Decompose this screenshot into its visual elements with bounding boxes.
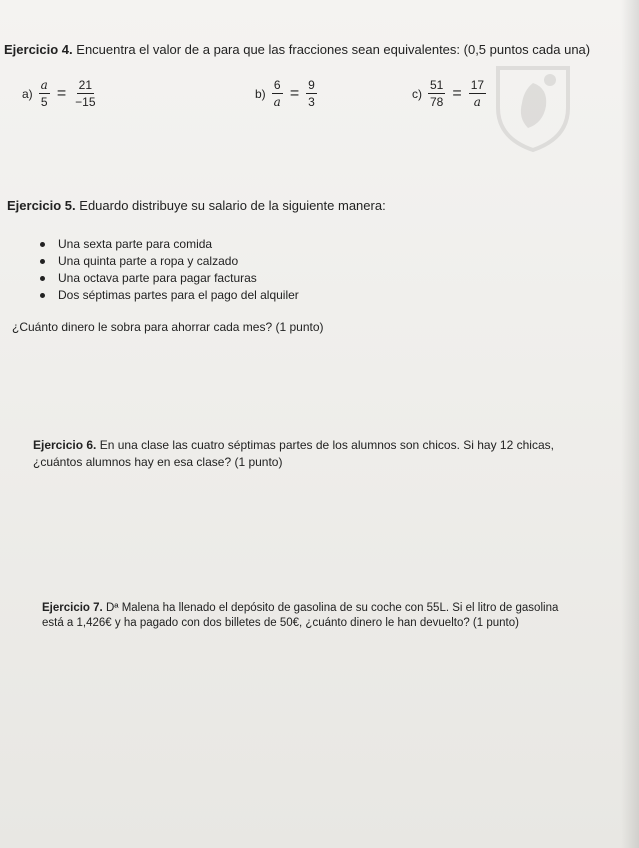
item-b-left-fraction [272,78,283,109]
exercise-6-line-1 [33,437,554,453]
item-a-left-fraction [39,78,50,109]
list-item: Una sexta parte para comida [40,236,299,253]
exercise-4-title: Ejercicio 4. [4,42,73,57]
numerator: 17 [470,78,485,92]
equals-sign: = [452,84,462,102]
numerator: 21 [78,78,93,92]
exercise-4-heading [4,42,590,58]
numerator: a [40,78,48,92]
item-b-label: b) [255,86,266,101]
exercise-6-text-1: En una clase las cuatro séptimas partes de los alumnos son chicos. Si hay 12 chicas, [99,438,554,452]
numerator: 9 [308,78,315,92]
numerator: 6 [273,78,281,92]
list-item: Dos séptimas partes para el pago del alquiler [40,287,299,304]
exercise-5-heading [7,198,386,214]
equals-sign: = [56,84,67,102]
list-item: Una octava parte para pagar facturas [40,270,299,287]
exercise-7-text-1: Dª Malena ha llenado el depósito de gasolina de su coche con 55L. Si el litro de gasolina [105,602,559,614]
exercise-5-title: Ejercicio 5. [7,198,76,213]
denominator: 5 [40,95,48,109]
list-item: Una quinta parte a ropa y calzado [40,253,299,270]
exercise-5-question: ¿Cuánto dinero le sobra para ahorrar cada mes? (1 punto) [12,320,324,334]
item-a-label: a) [22,86,33,101]
school-crest-watermark [488,58,578,153]
denominator: −15 [75,95,96,109]
denominator: 3 [308,95,315,109]
item-b-right-fraction [306,78,317,109]
denominator: a [273,95,281,109]
numerator: 51 [430,78,444,92]
exercise-6-line-2: ¿cuántos alumnos hay en esa clase? (1 punto) [33,455,283,469]
exercise-5-statement: Eduardo distribuye su salario de la siguiente manera: [79,198,386,213]
exercise-7-title: Ejercicio 7. [42,602,103,614]
item-c-right-fraction [469,78,486,109]
item-c-left-fraction [428,78,445,109]
exercise-4-item-a [22,78,98,109]
denominator: a [473,95,481,109]
page-edge-shadow [621,0,639,848]
item-a-right-fraction [73,78,97,109]
exercise-4-item-b [255,78,317,109]
denominator: 78 [430,95,444,109]
item-c-label: c) [412,86,422,101]
exercise-4-statement: Encuentra el valor de a para que las fracciones sean equivalentes: (0,5 puntos cada una) [76,42,591,57]
exercise-4-item-c [412,78,486,109]
exercise-7-line-1 [42,600,558,616]
exercise-6-title: Ejercicio 6. [33,438,97,452]
equals-sign: = [289,84,300,102]
exercise-7-line-2: está a 1,426€ y ha pagado con dos billetes de 50€, ¿cuánto dinero le han devuelto? (1 punto) [42,617,519,629]
salary-distribution-list [40,236,299,304]
